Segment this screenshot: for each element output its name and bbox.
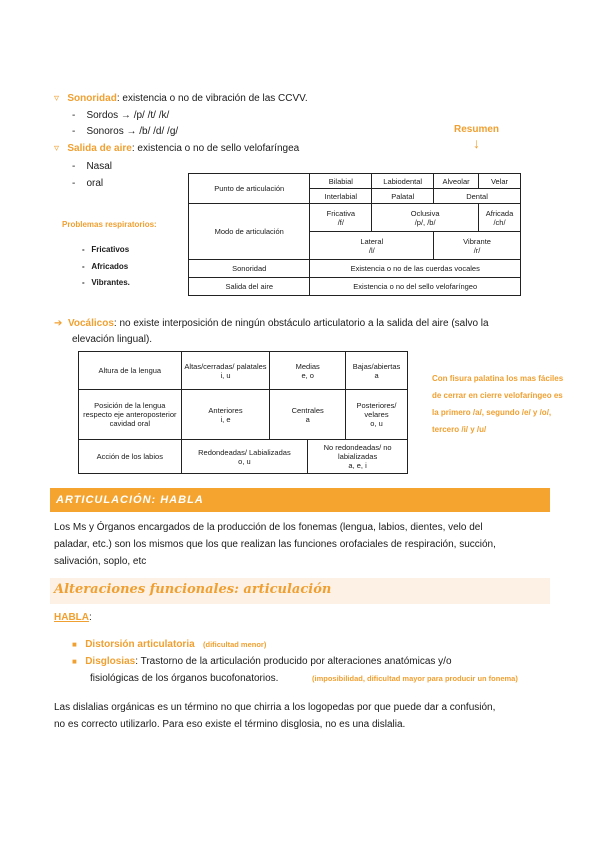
disglosias-label: Disglosias — [85, 656, 136, 667]
vowel-table — [78, 351, 408, 474]
problema-item: - Fricativos — [82, 245, 130, 254]
sonoros-line: - Sonoros → /b/ /d/ /g/ — [72, 126, 179, 137]
cell-example: /r/ — [473, 245, 481, 255]
problema-item-text: Africados — [91, 262, 129, 271]
cell-name: Lateral — [360, 236, 384, 246]
cell-value: o, u — [370, 419, 383, 428]
cell-value: o, u — [238, 456, 251, 466]
cell — [181, 352, 270, 390]
alteraciones-band — [50, 578, 550, 604]
cell — [310, 232, 434, 260]
cell: Interlabial — [310, 189, 372, 204]
vocalicos-line — [54, 317, 489, 331]
vowel-row-label: Posición de la lengua respecto eje anteroposterior cavidad oral — [79, 390, 182, 440]
cell — [479, 204, 521, 232]
disglosias-text2: fisiológicas de los órganos bucofonatorios. — [90, 673, 279, 684]
cell — [181, 440, 308, 474]
cell-name: Oclusiva — [410, 208, 440, 218]
distorsion-line — [72, 639, 266, 650]
fisura-note-line: de cerrar en cierre velofaríngeo es — [432, 391, 563, 400]
vocalicos-text: : no existe interposición de ningún obstáculo articulatorio a la salida del aire (salvo la — [113, 318, 489, 329]
salida-row-label: Salida del aire — [189, 278, 310, 296]
cell-name: Centrales — [291, 405, 324, 415]
fisura-note-line: la primero /a/, segundo /e/ y /o/, — [432, 408, 552, 417]
cell — [372, 204, 479, 232]
cell-value: e, o — [301, 370, 314, 380]
fisura-note — [432, 370, 563, 438]
cell-value: a, e, i — [348, 461, 367, 470]
paragraph-line: Las dislalias orgánicas es un término no que chirria a los logopedas por que puede dar a confusión, — [54, 702, 496, 713]
cell-value: i, e — [220, 414, 231, 424]
vowel-row-label: Acción de los labios — [79, 440, 182, 474]
paragraph-line: Los Ms y Órganos encargados de la producción de los fonemas (lengua, labios, dientes, velo del — [54, 522, 483, 533]
vocalicos-text2: elevación lingual). — [72, 334, 153, 345]
cell — [181, 390, 270, 440]
summary-table — [188, 173, 521, 296]
sonoridad-row-label: Sonoridad — [189, 260, 310, 278]
cell — [308, 440, 408, 474]
problema-item-text: Fricativos — [91, 245, 130, 254]
cell-example: /l/ — [368, 245, 375, 255]
salida-text: : existencia o no de sello velofaríngea — [131, 143, 300, 154]
sordos-line: - Sordos → /p/ /t/ /k/ — [72, 110, 170, 121]
disglosias-text: : Trastorno de la articulación producido por alteraciones anatómicas y/o — [135, 656, 452, 667]
cell — [270, 352, 346, 390]
cell-example: /f/ — [337, 217, 344, 227]
paragraph-2 — [54, 699, 495, 733]
vocalicos-label: Vocálicos — [67, 318, 114, 329]
nasal-line: - Nasal — [72, 161, 113, 172]
salida-line — [54, 142, 299, 156]
salida-row-value: Existencia o no del sello velofaríngeo — [310, 278, 521, 296]
sordos-text: Sordos → /p/ /t/ /k/ — [86, 110, 170, 121]
cell-name: Vibrante — [463, 236, 491, 246]
problema-item: - Africados — [82, 262, 129, 271]
habla-line — [54, 612, 92, 623]
cell-name: Altas/cerradas/ palatales — [184, 361, 267, 371]
triangle-bullet-icon: ▿ — [54, 93, 60, 104]
cell-example: /p/, /b/ — [414, 217, 436, 227]
cell-example: /ch/ — [493, 217, 506, 227]
square-bullet-icon: ■ — [72, 640, 77, 649]
cell: Alveolar — [434, 174, 479, 189]
resumen-label: Resumen — [454, 124, 500, 135]
paragraph-1 — [54, 519, 496, 570]
modo-label: Modo de articulación — [189, 204, 310, 260]
vowel-row-label: Altura de la lengua — [79, 352, 182, 390]
paragraph-line: salivación, soplo, etc — [54, 556, 147, 567]
cell-name: Redondeadas/ Labializadas — [198, 447, 291, 457]
sonoridad-label: Sonoridad — [67, 93, 117, 104]
cell: Velar — [479, 174, 521, 189]
cell — [434, 232, 521, 260]
distorsion-note: (dificultad menor) — [203, 640, 267, 649]
cell: Bilabial — [310, 174, 372, 189]
arrow-right-icon: ➔ — [54, 318, 63, 329]
cell-value: a — [305, 414, 310, 424]
cell-name: Posteriores/ velares — [356, 401, 397, 419]
sonoridad-line — [54, 92, 308, 106]
nasal-text: Nasal — [86, 161, 113, 172]
sonoros-text: Sonoros → /b/ /d/ /g/ — [86, 126, 179, 137]
oral-text: oral — [86, 178, 104, 189]
cell — [346, 390, 408, 440]
fisura-note-line: Con fisura palatina los mas fáciles — [432, 374, 564, 383]
problema-item: - Vibrantes. — [82, 278, 130, 287]
down-arrow-icon: ↓ — [473, 135, 480, 151]
cell: Dental — [434, 189, 521, 204]
cell-name: Fricativa — [326, 208, 356, 218]
section-banner — [50, 488, 550, 512]
paragraph-line: no es correcto utilizarlo. Para eso existe el término disglosia, no es una dislalia. — [54, 719, 406, 730]
sonoridad-row-value: Existencia o no de las cuerdas vocales — [310, 260, 521, 278]
paragraph-line: paladar, etc.) son los mismos que los que realizan las funciones orofaciales de respiración, succión, — [54, 539, 496, 550]
banner-title: ARTICULACIÓN: HABLA — [56, 494, 204, 506]
distorsion-label: Distorsión articulatoria — [85, 639, 195, 650]
cell — [346, 352, 408, 390]
cell-name: No redondeadas/ no labializadas — [323, 443, 392, 461]
disglosias-line — [72, 656, 452, 667]
cell-name: Medias — [295, 361, 320, 371]
cell: Labiodental — [372, 174, 434, 189]
cell-name: Bajas/abiertas — [352, 361, 401, 371]
sonoridad-text: : existencia o no de vibración de las CCVV. — [116, 93, 308, 104]
alteraciones-heading: Alteraciones funcionales: articulación — [54, 582, 332, 597]
cell-name: Africada — [485, 208, 514, 218]
fisura-note-line: tercero /i/ y /u/ — [432, 425, 487, 434]
oral-line: - oral — [72, 178, 104, 189]
cell — [270, 390, 346, 440]
square-bullet-icon: ■ — [72, 657, 77, 666]
triangle-bullet-icon: ▿ — [54, 143, 60, 154]
cell-value: a — [374, 370, 379, 380]
cell: Palatal — [372, 189, 434, 204]
salida-label: Salida de aire — [67, 143, 132, 154]
cell-name: Anteriores — [208, 405, 243, 415]
problemas-title: Problemas respiratorios: — [62, 220, 157, 229]
cell — [310, 204, 372, 232]
cell-value: i, u — [220, 370, 231, 380]
problema-item-text: Vibrantes. — [91, 278, 130, 287]
habla-label: HABLA — [54, 612, 89, 623]
punto-label: Punto de articulación — [189, 174, 310, 204]
habla-colon: : — [89, 612, 92, 623]
disglosias-note: (imposibilidad, dificultad mayor para producir un fonema) — [312, 674, 518, 683]
